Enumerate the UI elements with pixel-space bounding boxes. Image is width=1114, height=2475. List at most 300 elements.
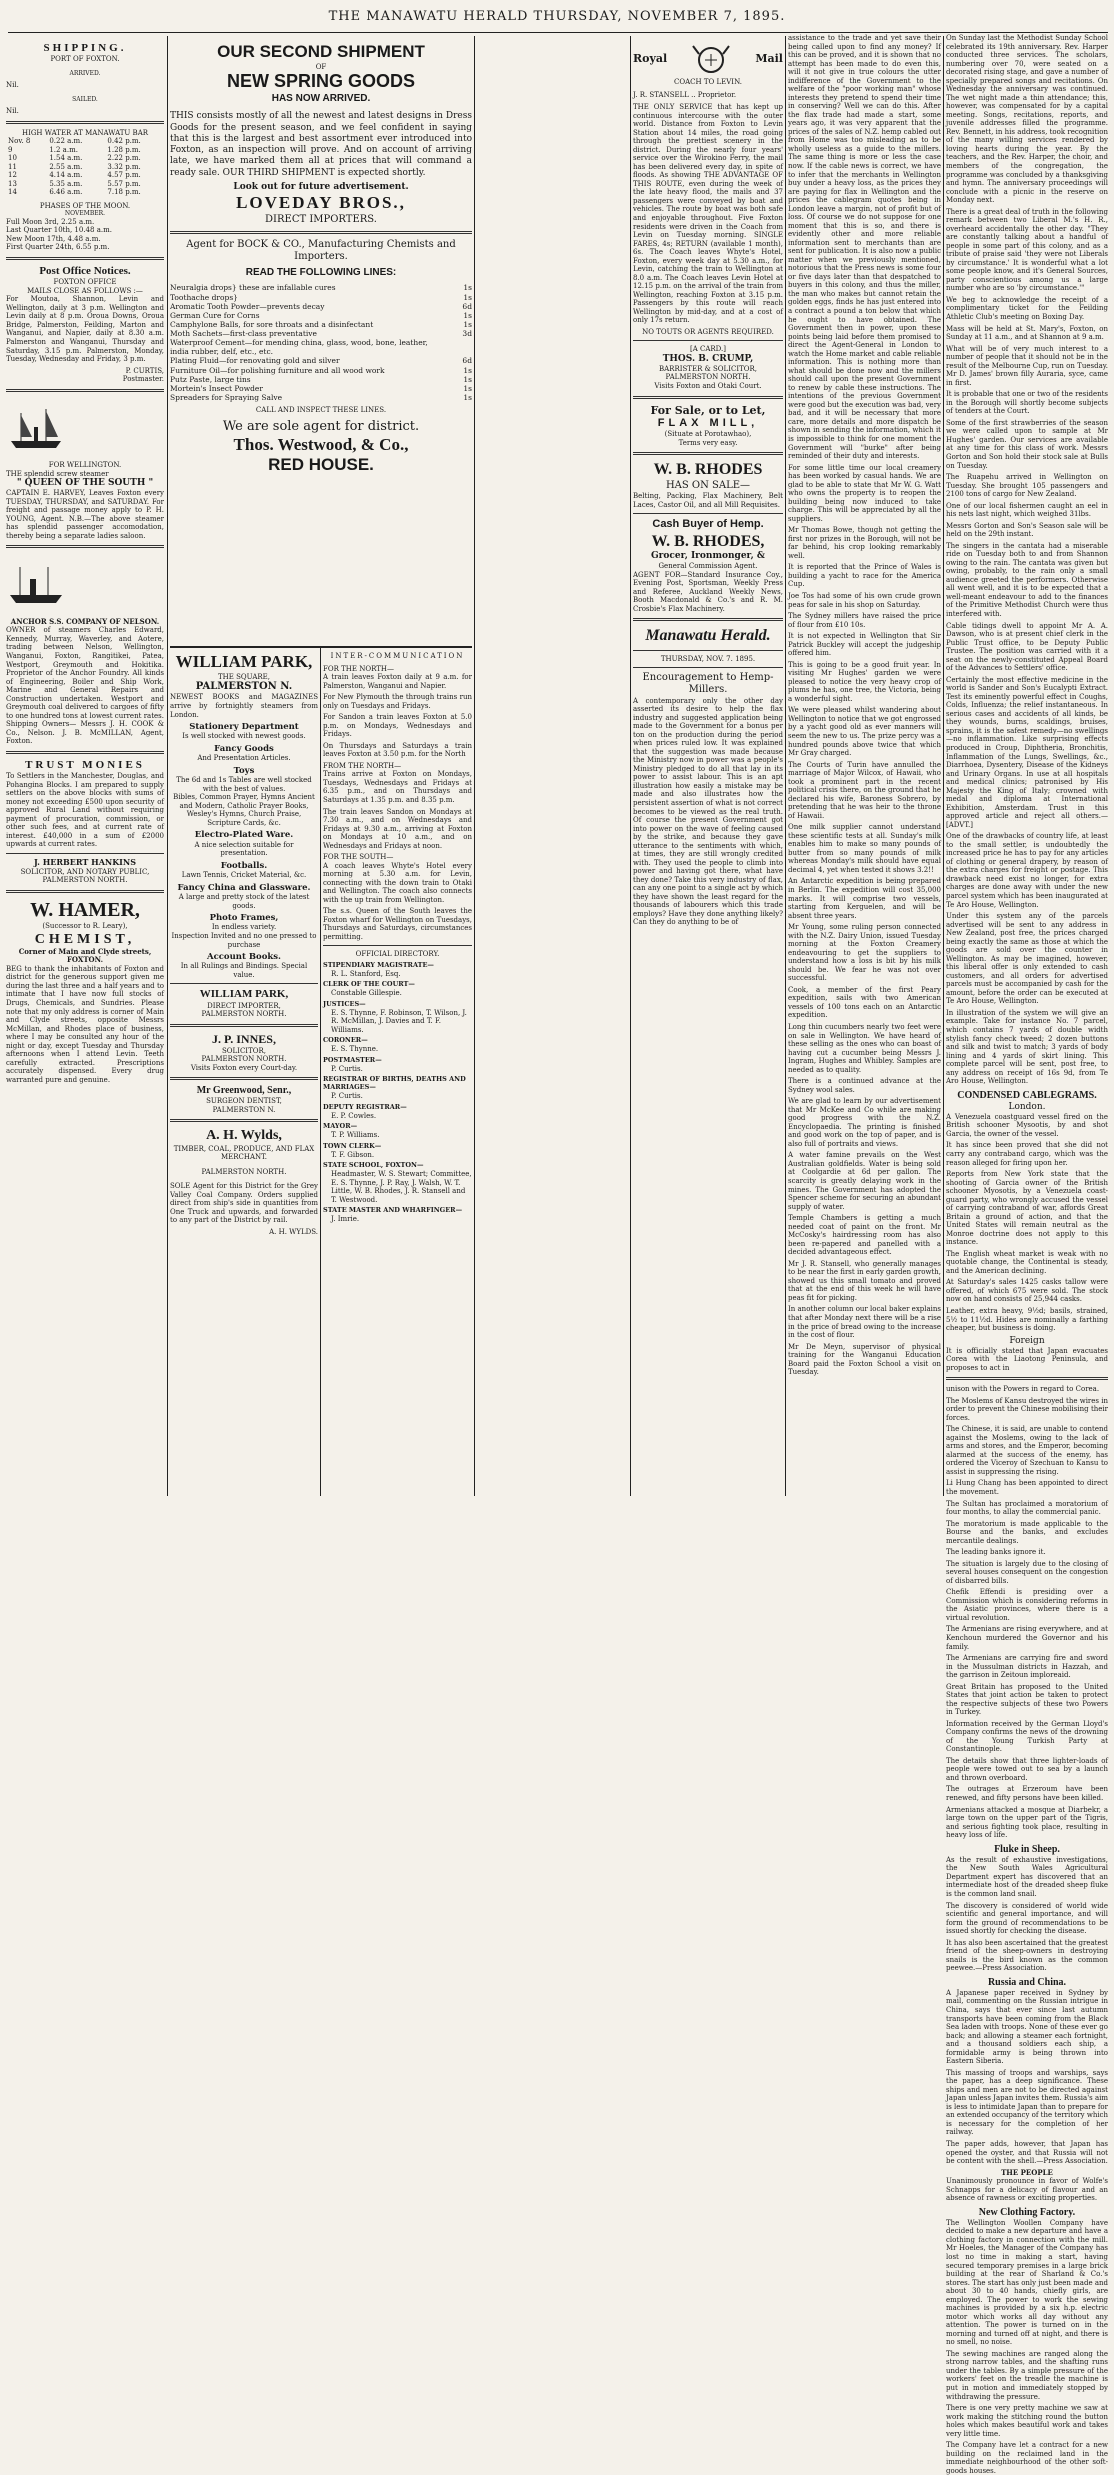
news-paragraph: In illustration of the system we will give an example. Take for instance No. 7 parcel, which contains 7 yards of double width stylish fancy check tweed; 2 dozen buttons and silk and twist to match; 3 yards of body lining and 4 yards of skirt lining. This complete parcel will be sent, post free, to any address on receipt of 16s 9d, from Te Aro House, Wellington.	[946, 1008, 1108, 1086]
news-paragraph: Mass will be held at St. Mary's, Foxton, on Sunday at 11 a.m., and at Shannon at 9 a.m.	[946, 324, 1108, 342]
tide-cell: 4.14 a.m.	[49, 171, 83, 180]
south-services	[323, 862, 472, 942]
service-item: On Thursdays and Saturdays a train leaves Foxton at 3.50 p.m. for the North	[323, 741, 472, 759]
arrived-value: Nil.	[6, 81, 19, 90]
news-paragraph: A Japanese paper received in Sydney by mail, commenting on the Russian intrigue in China, says that ever since last autumn transports have been coming from the Black Sea laden with troops. None of these ever go back; and allowing a steamer each fortnight, and a thousand soldiers each ship, a formidable army is being thrown into Eastern Siberia.	[946, 1988, 1108, 2066]
official-holder: R. L. Stanford, Esq.	[331, 969, 401, 978]
trust-text: To Settlers in the Manchester, Douglas, and Pohangina Blocks. I am prepared to supply settlers on the above blocks with sums of money not exceeding £500 upon security of approved Rural Land without requiring payment of procuration, commission, or other such fees, and at current rate of interest. £40,000 in a sum of £2000 upwards at current rates.	[6, 772, 164, 849]
postmaster-name: P. CURTIS,	[125, 366, 164, 375]
news-paragraph: The Armenians are carrying fire and sword in the Mussulman districts in Hazzah, and the garrison in Zeitoun imploreaid.	[946, 1654, 1108, 1680]
news-paragraph: It is officially stated that Japan evacuates Corea with the Liaotong Peninsula, and proposes to act in	[946, 1346, 1108, 1372]
news-paragraph: The Courts of Turin have annulled the marriage of Major Wilcox, of Hawaii, who took a prominent part in the recent political crisis there, on the ground that he declared his wife, Baroness Sobrero, by pretending that he was heir to the throne of Hawaii.	[788, 760, 941, 820]
rhodes-role-2: General Commission Agent.	[658, 562, 758, 571]
chemist-heading: CHEMIST,	[34, 931, 136, 947]
price-value: 1s	[463, 310, 472, 320]
hamer-name: W. HAMER,	[30, 898, 140, 921]
service-item: The s.s. Queen of the South leaves the Foxton wharf for Wellington on Tuesdays, Thursdays and Saturdays, circumstances permitting.	[323, 907, 472, 941]
news-paragraph: We are glad to learn by our advertisement that Mr McKee and Co while are making good progress with the N.Z. Encyclopaedia. The printing is finished and good work on the top of paper, and is also full of portraits and views.	[788, 1097, 941, 1148]
news-paragraph: Joe Tos had some of his own crude grown peas for sale in his shop on Saturday.	[788, 592, 941, 609]
westwood-firm: Thos. Westwood, & Co.,	[233, 434, 409, 454]
price-item: Plating Fluid—for renovating gold and silver	[170, 356, 340, 366]
news-paragraph: It is not expected in Wellington that Sir Patrick Buckley will accept the judgeship offered him.	[788, 632, 941, 658]
price-value: 1s	[463, 393, 472, 403]
official-holder: J. Imrie.	[331, 1215, 360, 1224]
column-directory	[323, 652, 472, 1497]
rhodes-items: Belting, Packing, Flax Machinery, Belt Laces, Castor Oil, and all Mill Requisites.	[633, 492, 783, 509]
park-section-text: Inspection Invited and no one pressed to purchase	[171, 932, 317, 949]
tide-cell: 1.54 a.m.	[49, 154, 83, 163]
official-office: CLERK OF THE COURT—	[323, 980, 415, 989]
news-paragraph: It is reported that the Prince of Wales is building a yacht to race for the America Cup.	[788, 563, 941, 589]
news-paragraph: Under this system any of the parcels advertised will be sent to any address in New Zealand, post free, the prices charged being exactly the same as those at which the goods are sold over the counter in Wellington. As may be imagined, however, this liberal offer is only extended to cash customers, and all orders for advertised parcels must be accompanied by cash for the amount, before the order can be executed at Te Aro House, Wellington.	[946, 912, 1108, 1006]
news-paragraph: Some of the first strawberries of the season we were called upon to sample at Mr Hughes' garden. Our services are available at any time for this class of work. Messrs Gorton and Son hold their stock sale at Bulls on Tuesday.	[946, 418, 1108, 470]
news-paragraph: The details show that three lighter-loads of people were towed out to sea by a launch and thrown overboard.	[946, 1756, 1108, 1782]
greenwood-role: SURGEON DENTIST,	[206, 1097, 282, 1106]
shipment-heading: OUR SECOND SHIPMENT	[217, 42, 425, 61]
news-paragraph: An Antarctic expedition is being prepared in Berlin. The expedition will cost 35,000 marks. It will comprise two vessels, starting from Kerguelen, and will be absent three years.	[788, 877, 941, 920]
post-office-heading: Post Office Notices.	[39, 264, 131, 277]
column-park	[170, 652, 318, 1497]
price-row	[170, 366, 472, 375]
ship-name: " QUEEN OF THE SOUTH "	[16, 478, 154, 489]
park-name: WILLIAM PARK,	[175, 652, 313, 671]
news-paragraph: At Saturday's sales 1425 casks tallow were offered, of which 675 were sold. The stock now on hand consists of 25,944 casks.	[946, 1278, 1108, 1304]
tide-cell: Nov. 8	[8, 137, 31, 146]
tide-row	[6, 180, 164, 189]
price-value: 6d	[462, 356, 472, 366]
column-advertisements	[170, 34, 472, 646]
official-office: JUSTICES—	[323, 999, 366, 1008]
sale-terms: Terms very easy.	[678, 438, 738, 447]
official-office: MAYOR—	[323, 1122, 358, 1131]
news-paragraph: A Venezuela coastguard vessel fired on the British schooner Mysootis, by and shot Garcia, the owner of the vessel.	[946, 1112, 1108, 1138]
herald-title: Manawatu Herald.	[645, 627, 771, 645]
masthead-rule	[8, 32, 1108, 33]
price-value: 3d	[462, 329, 472, 339]
shipment-text: THIS consists mostly of all the newest and latest designs in Dress Goods for the present season, and we feel confident in saying that this is the largest and best assortment ever introduced into Foxton, as an inspection will prove. And on account of arriving late, we have marked them all at prices that will command a ready sale. OUR THIRD SHIPMENT is expected shortly.	[170, 111, 472, 178]
news-paragraph: The Sydney millers have raised the price of flour from £10 10s.	[788, 612, 941, 629]
news-paragraph: The Ruapehu arrived in Wellington on Tuesday. She brought 105 passengers and 2100 tons of cargo for New Zealand.	[946, 473, 1108, 499]
inter-heading: INTER-COMMUNICATION	[330, 652, 465, 660]
park-section-title: Account Books.	[206, 952, 282, 963]
park-town: PALMERSTON N.	[195, 681, 293, 693]
news-paragraph: It is probable that one or two of the residents in the Borough will shortly become subjects of tenders at the Court.	[946, 390, 1108, 416]
coach-text: THE ONLY SERVICE that has kept up continuous intercourse with the outer world. Distance from Foxton to Levin Station about 14 miles, the road going through the prettiest scenery in the district. During the nearly four years' service over the Wirokino Ferry, the mail has been delivered every day, in spite of floods. As showing THE ADVANTAGE OF THIS ROUTE, even during the week of the late heavy flood, the mails and 37 passengers were conveyed by boat and vehicles. The route by boat was both safe and enjoyable throughout. Five Foxton residents were driven in the Coach from Levin on Tuesday morning. SINGLE FARES, 4s; RETURN (available 1 month), 6s. The Coach leaves Whyte's Hotel, Foxton, every week day at 5.30 a.m., for Levin, catching the train to Wellington at 8.0 a.m. The Coach leaves Levin Hotel at 12.15 p.m. on the arrival of the train from Wellington, reaching Foxton at 3.15 p.m. Passengers by this route will reach Wellington by mid-day, and at a cost of only 17s return.	[633, 103, 783, 325]
section-rule	[946, 1377, 1108, 1380]
news-paragraph: Li Hung Chang has been appointed to direct the movement.	[946, 1479, 1108, 1496]
hamer-successor: (Successor to R. Leary),	[42, 922, 128, 931]
official-holder: T. F. Gibson.	[331, 1150, 375, 1159]
steamer-icon	[6, 403, 66, 453]
price-item: Moth Sachets—first-class preventative	[170, 329, 317, 339]
sale-location: (Situate at Porotawhao),	[664, 430, 752, 439]
arrived-label: ARRIVED.	[69, 69, 101, 77]
tide-cell: 5.35 a.m.	[49, 179, 83, 188]
sole-agent-line: We are sole agent for district.	[222, 418, 420, 434]
news-paragraph: What will be of very much interest to a number of people that it should not be in the result of the Melbourne Cup, run on Tuesday. Mr D. James' brown filly Auraria, syce, came in first.	[946, 344, 1108, 387]
rhodes-heading: W. B. RHODES	[653, 461, 763, 479]
tide-row	[6, 137, 164, 146]
section-heading: Russia and China.	[987, 1976, 1067, 1988]
north-services	[323, 673, 472, 759]
park-section-title: Stationery Department	[189, 722, 299, 733]
column-rule	[320, 646, 321, 1496]
official-holder: Headmaster, W. S. Stewart; Committee, E. S. Thynne, J. P. Ray, J. Walsh, W. T. Little, W. B. Rhodes, J. R. Stansell and T. Westwood.	[331, 1169, 472, 1204]
price-item: Aromatic Tooth Powder—prevents decay	[170, 301, 325, 311]
royal-label: Royal	[633, 52, 668, 66]
tide-cell: 13	[8, 179, 17, 188]
news-paragraph: One milk supplier cannot understand these scientific tests at all. Sunday's milk enables him to make so many pounds of butter from so many pounds of milk whereas Monday's milk should have equal decimal 4, yet when tested it shows 3.2!!	[788, 823, 941, 874]
hamer-address: Corner of Main and Clyde streets, FOXTON.	[18, 946, 152, 965]
anchor-company-steamer-icon	[6, 559, 66, 609]
moon-phase-line: New Moon 17th, 4.48 a.m.	[6, 234, 101, 243]
service-item: A train leaves Foxton daily at 9 a.m. for Palmerston, Wanganui and Napier.	[323, 673, 472, 690]
tide-cell: 6.46 a.m.	[49, 188, 83, 197]
masthead: THE MANAWATU HERALD THURSDAY, NOVEMBER 7, 1895.	[328, 9, 786, 24]
hankins-name: J. HERBERT HANKINS	[33, 857, 136, 867]
from-north-services	[323, 770, 472, 850]
section-rule	[170, 646, 472, 648]
official-office: STATE SCHOOL, FOXTON—	[323, 1161, 424, 1170]
tide-cell: 5.57 p.m.	[107, 179, 141, 188]
park-text: NEWEST BOOKS and MAGAZINES arrive by fortnightly steamers from London.	[170, 693, 318, 719]
news-paragraph: It has also been ascertained that the greatest friend of the sheep-owners in destroying snails is the bird known as the common peewee.—Press Association.	[946, 1938, 1108, 1973]
tide-cell: 9	[8, 145, 13, 154]
official-holder: E. S. Thynne, F. Robinson, T. Wilson, J. R. McMillan, J. Davies and T. F. Williams.	[331, 1008, 467, 1034]
sale-heading: For Sale, or to Let,	[650, 403, 766, 417]
moon-phases	[6, 218, 164, 252]
rhodes-role: Grocer, Ironmonger, &	[650, 551, 766, 562]
park-section-title: Electro-Plated Ware.	[194, 830, 294, 841]
park-section-text: The 6d and 1s Tables are well stocked with the best of values.	[176, 776, 312, 793]
park-section-title: Photo Frames,	[209, 913, 279, 924]
park-sections	[170, 722, 318, 979]
news-paragraph: As the result of exhaustive investigations, the New South Wales Agricultural Department expert has discovered that an intermediate host of the dreaded sheep fluke is the common land snail.	[946, 1855, 1108, 1898]
leader-heading: Encouragement to Hemp-Millers.	[642, 672, 774, 696]
tide-cell: 3.32 p.m.	[107, 162, 141, 171]
port-heading: PORT OF FOXTON.	[50, 55, 120, 64]
service-item: Trains arrive at Foxton on Mondays, Tuesdays, Wednesdays and Fridays at 6.35 p.m., and on Thursdays and Saturdays at 1.35 p.m. and 8.35 p.m.	[323, 770, 472, 804]
moon-phase-line: Full Moon 3rd, 2.25 a.m.	[6, 217, 95, 226]
park2-name: WILLIAM PARK,	[199, 988, 289, 1001]
read-lines-heading: READ THE FOLLOWING LINES:	[245, 267, 397, 279]
park-section-text: A nice selection suitable for presentation.	[194, 840, 294, 858]
wylds-town: PALMERSTON NORTH.	[201, 1167, 287, 1176]
news-paragraph: There is one very pretty machine we saw at work making the stitching round the button holes which makes beautiful work and takes very little time.	[946, 2404, 1108, 2438]
wellington-the: THE splendid screw steamer	[6, 469, 109, 478]
park-square: THE SQUARE,	[218, 672, 270, 681]
post-office-sub: FOXTON OFFICE	[53, 278, 117, 287]
service-item: The train leaves Sandon on Mondays at 7.30 a.m., and on Wednesdays and Fridays at 9.30 a.m., arriving at Foxton on Mondays at 10 a.m., and on Wednesdays and Fridays at noon.	[323, 807, 472, 850]
price-value: 6d	[462, 301, 472, 311]
crump-name: THOS. B. CRUMP,	[662, 353, 754, 364]
tide-cell: 14	[8, 188, 17, 197]
tide-cell: 11	[8, 162, 17, 171]
price-row	[170, 320, 472, 329]
news-paragraph: On Sunday last the Methodist Sunday School celebrated its 19th anniversary. Rev. Harper conducted three services. The scholars, numbering over 70, were seated on a decorated rising stage, and gave a number of specially prepared songs and recitations. On Wednesday the anniversary was continued. The wet night made a thin attendance; this, however, was compensated for by a capital meeting. Songs, recitations, reports, and juvenile addresses filled the programme. Rev. Bennett, in his address, took recognition of the many willing services rendered by loving hearts during the year. By the teachers, and the Rev. Harper, the choir, and members of the congregation, the programme was concluded by a thanksgiving and hymn. The anniversary proceedings will conclude with a picnic in the reserve on Monday next.	[946, 34, 1108, 205]
rhodes-sale: HAS ON SALE—	[665, 479, 751, 491]
park-section-text: In endless variety.	[211, 923, 277, 932]
tide-cell: 0.42 p.m.	[107, 137, 141, 146]
column-rule	[474, 36, 475, 1496]
official-holder: E. P. Cowles.	[331, 1111, 377, 1120]
shipping-heading: SHIPPING.	[43, 42, 127, 54]
cablegrams-heading: CONDENSED CABLEGRAMS.	[957, 1089, 1097, 1101]
price-value: 1s	[463, 374, 472, 384]
tide-row	[6, 171, 164, 180]
price-value: 1s	[463, 365, 472, 375]
herald-date: THURSDAY, NOV. 7. 1895.	[660, 654, 756, 663]
park-section-text: Lawn Tennis, Cricket Material, &c.	[181, 871, 307, 880]
park-section-title: Fancy Goods	[214, 743, 274, 754]
anchor-text: OWNER of steamers Charles Edward, Kennedy, Murray, Waverley, and Aotere, trading between Nelson, Wellington, Wanganui, Foxton, Rangitikei, Patea, Westport, Greymouth and Hokitika. Proprietor of the Anchor Foundry. All kinds of Engineering, Boiler and Ship Work, Marine and General Repairs and Construction undertaken. Westport and Greymouth coal delivered to cargoes of fifty to one hundred tons at lowest current rates. Shipping Owners— Messrs J. H. COOK & Co., Nelson. J. B. McMILLAN, Agent, Foxton.	[6, 626, 164, 746]
wylds-role: TIMBER, COAL, PRODUCE, AND FLAX MERCHANT.	[173, 1144, 315, 1162]
park-section-text: And Presentation Articles.	[197, 754, 291, 763]
price-item: Mortein's Insect Powder	[170, 383, 263, 393]
no-touts: NO TOUTS OR AGENTS REQUIRED.	[642, 327, 774, 336]
official-directory	[323, 962, 472, 1224]
sailed-label: SAILED.	[72, 95, 98, 103]
innes-name: J. P. INNES,	[212, 1031, 276, 1046]
people-heading: THE PEOPLE	[1001, 2167, 1053, 2177]
news-paragraph: Certainly the most effective medicine in the world is Sander and Son's Eucalypti Extract. Test its eminently powerful effect in Coughs, Colds, Influenza; the relief instantaneous. In serious cases and accidents of all kinds, be they wounds, burns, scaldings, bruises, sprains, it is the safest remedy—no swellings—no inflammation. Like surprising effects produced in Croup, Diphtheria, Bronchitis, Inflammation of the Lungs, Swellings, &c., Diarrhoea, Dysentery, Disease of the Kidneys and Urinary Organs. In use at all hospitals and medical clinics; patronised by His Majesty the King of Italy; crowned with medal and diploma at International Exhibition, Amsterdam. Trust in this approved article and reject all others.—[ADVT.]	[946, 675, 1108, 829]
high-water-heading: HIGH WATER AT MANAWATU BAR	[21, 128, 149, 137]
news-paragraph: Leather, extra heavy, 9½d; basils, strained, 5½ to 11½d. Hides are nominally a farthing cheaper, but business is doing.	[946, 1307, 1108, 1333]
mails-close: MAILS CLOSE AS FOLLOWS :—	[27, 286, 143, 295]
trust-monies-heading: TRUST MONIES	[25, 758, 145, 771]
news-paragraph: The moratorium is made applicable to the Bourse and the banks, and excludes mercantile dealings.	[946, 1519, 1108, 1545]
price-item: Toothache drops}	[170, 292, 238, 302]
news-paragraph: assistance to the trade and yet save their being called upon to find any money? If this can be proved, and it is shown that no attempt has been made to do even this, will it not give in true colours the utter indifference of the Government to the welfare of the "poor working man" whose interests they pretend to spend their time in conserving? Well we can do this. After the flax trade had made a start, some years ago, it was very apparent that the prices of the sales of N.Z. hemp cabled out from Home was too misleading as to be wholly useless as a guide to the millers. The same thing is more or less the case now. If the cable news is correct, we have to infer that the merchants in Wellington buy under a heavy loss, as the prices they are paying for flax in Wellington and the prices the cablegram quotes being in London leave a margin, not of profit but of loss. Of course we do not suppose for one moment that this is so, and there is evidently other and more reliable information sent to merchants than are sent for publication. It is also now a public matter when we previously mentioned, notorious that the Press news is some four or five days later than that despatched to buyers in this colony, and thus the miller, the man who makes but cannot retain the golden eggs, finds he has just entered into a contract a pound a ton below that which he ought to have obtained. The Government then in power, upon these points being laid before them promised to direct the Agent-General in London to watch the Home market and cable reliable information. This is nothing more than what should be done now and the millers should call upon the present Government to renew by cable these instructions. The intentions of the previous Government were good but the execution was bad, very bad, and it will be necessary that more care, more details and more dispatch be shown in sending the information, which it is impossible to think for one moment the Government will "burke" after being reminded of their duty and interests.	[788, 34, 941, 461]
news-paragraph: There is a continued advance at the Sydney wool sales.	[788, 1077, 941, 1094]
hamer-text: BEG to thank the inhabitants of Foxton and district for the generous support given me during the last three and a half years and to intimate that I have now full stocks of Drugs, Chemicals, and Sundries. Please note that my only address is corner of Main and Clyde streets, opposite Messrs McMillan, and Rhodes place of business, where I may be consulted any hour of the night or day, except Tuesday and Thursday afternoons when I attend Levin. Teeth carefully extracted. Prescriptions accurately dispensed. Every drug warranted pure and genuine.	[6, 964, 164, 1084]
moon-phase-line: Last Quarter 10th, 10.48 a.m.	[6, 226, 112, 235]
crump-visit: Visits Foxton and Otaki Court.	[654, 381, 762, 390]
news-paragraph: The situation is largely due to the closing of several houses consequent on the congestion of disbarred bills.	[946, 1559, 1108, 1585]
for-south: FOR THE SOUTH—	[323, 853, 394, 862]
greenwood-name: Mr Greenwood, Senr.,	[196, 1085, 292, 1097]
column-rule	[943, 36, 944, 1496]
stansell-line: J. R. STANSELL .. Proprietor.	[633, 90, 737, 99]
official-office: STATE MASTER AND WHARFINGER—	[323, 1206, 463, 1215]
news-paragraph: The Company have let a contract for a new building on the reclaimed land in the immediate neighbourhood of the other soft-goods houses.	[946, 2441, 1108, 2475]
flax-mill: FLAX MILL,	[657, 416, 759, 429]
official-office: POSTMASTER—	[323, 1055, 382, 1064]
price-value	[448, 338, 472, 356]
tide-cell: 2.55 a.m.	[49, 162, 83, 171]
column-coach	[633, 34, 783, 1496]
news-paragraph: The Chinese, it is said, are unable to contend against the Moslems, owing to the lack of arms and stores, and the Emperor, becoming alarmed at the success of the enemy, has ordered the Viceroy of Szechuan to Kansu to assist in suppressing the rising.	[946, 1425, 1108, 1476]
tide-cell: 0.22 a.m.	[49, 137, 83, 146]
section-heading: New Clothing Factory.	[978, 2206, 1076, 2218]
column-rule	[630, 36, 631, 1496]
london-heading: London.	[1008, 1101, 1046, 1112]
post-office-text: For Moutoa, Shannon, Levin and Wellington, daily at 3 p.m. Wellington and Levin daily at 8 p.m. Oroua Downs, Oroua Bridge, Palmerston, Feilding, Marton and Wanganui, and Napier, daily at 8.30 a.m. Palmerston and Wanganui, Thursday and Saturday, 3.15 p.m. Palmerston, Monday, Tuesday, Wednesday and Friday, 3 p.m.	[6, 295, 164, 364]
price-row	[170, 302, 472, 311]
news-paragraph: The paper adds, however, that Japan has opened the oyster, and that Russia will not be content with the shell.—Press Association.	[946, 2139, 1108, 2166]
column-rule	[167, 36, 168, 1496]
news-paragraph: The Moslems of Kansu destroyed the wires in order to prevent the Chinese mobilising their forces.	[946, 1396, 1108, 1422]
news-paragraph: The sewing machines are ranged along the strong narrow tables, and the shafting runs under the tables. By a simple pressure of the workers' feet on the treadle the machine is put in motion and immediately stopped by withdrawing the pressure.	[946, 2349, 1108, 2401]
shipment-of: OF	[315, 62, 327, 71]
park2-importer: DIRECT IMPORTER,	[207, 1001, 281, 1010]
price-row	[170, 329, 472, 338]
news-paragraph: We beg to acknowledge the receipt of a complimentary ticket for the Feilding Athletic Club's meeting on Boxing Day.	[946, 295, 1108, 321]
price-item: Furniture Oil—for polishing furniture and all wood work	[170, 365, 385, 375]
price-item: Camphylone Balls, for sore throats and a disinfectant	[170, 319, 374, 329]
park-section-text: Is well stocked with newest goods.	[182, 732, 306, 741]
wellington-heading: FOR WELLINGTON.	[48, 461, 122, 470]
price-row	[170, 293, 472, 302]
news-paragraph: Armenians attacked a mosque at Diarbekr, a large town on the upper part of the Tigris, and serious fighting took place, resulting in heavy loss of life.	[946, 1805, 1108, 1840]
price-row	[170, 338, 472, 356]
foreign-heading: Foreign	[1009, 1335, 1045, 1346]
moon-heading: PHASES OF THE MOON.	[39, 201, 131, 210]
column-shipping	[6, 34, 164, 1496]
news-paragraph: The Armenians are rising everywhere, and at Kenchoun murdered the Governor and his family.	[946, 1625, 1108, 1651]
tide-row	[6, 163, 164, 172]
news-paragraph: One of the drawbacks of country life, at least to the small settler, is undoubtedly the increased price he has to pay for any articles of clothing or general drapery, by reason of the extra charges for freight or postage. This drawback need exist no longer, for extra charges are done away with under the new parcel system which has been inaugurated at Te Aro House, Wellington.	[946, 832, 1108, 909]
arrived-heading: HAS NOW ARRIVED.	[271, 93, 371, 105]
tide-row	[6, 154, 164, 163]
news-paragraph: Mr De Meyn, supervisor of physical training for the Wanganui Education Board paid the Foxton School a visit on Tuesday.	[788, 1342, 941, 1377]
news-paragraph: The singers in the cantata had a miserable ride on Tuesday both to and from Shannon owing to the rain. The cantata was given but owing, probably, to the rain only a small audience greeted the performers. Otherwise all went well, and it is to be expected that a well-meant endeavour to add to the finances of the Primitive Methodist Church were thus interfered with.	[946, 541, 1108, 618]
wylds-name: A. H. Wylds,	[206, 1128, 282, 1144]
price-value: 1s	[463, 292, 472, 302]
price-item: Neuralgia drops} these are infallable cures	[170, 283, 336, 293]
news-paragraph: Mr J. R. Stansell, who generally manages to be near the first in early garden growth, showed us this small tomato and proved that at the end of this week he will have peas fit for picking.	[788, 1259, 941, 1302]
anchor-heading: ANCHOR S.S. COMPANY OF NELSON.	[10, 616, 160, 626]
service-item: For Sandon a train leaves Foxton at 5.0 p.m. on Mondays, Wednesdays and Fridays.	[323, 713, 472, 739]
official-holder: P. Curtis.	[331, 1092, 363, 1101]
price-item: Spreaders for Spraying Salve	[170, 393, 283, 403]
price-row	[170, 384, 472, 393]
innes-visit: Visits Foxton every Court-day.	[190, 1063, 298, 1072]
news-paragraph: Unanimously pronounce in favor of Wolfe's Schnapps for a delicacy of flavour and an absence of rawness or exciting properties.	[946, 2177, 1108, 2203]
news-paragraph: Messrs Gorton and Son's Season sale will be held on the 29th instant.	[946, 521, 1108, 539]
official-holder: P. Curtis.	[331, 1064, 363, 1073]
crump-town: PALMERSTON NORTH.	[665, 373, 751, 382]
news-paragraph: There is a great deal of truth in the following remark between two Liberal M.'s H. R., overheard accidentally the other day. "They are constantly talking about a handful of people in some part of this colony, and as a tribute of praise said 'they were not Liberals by circumstance.' It is wonderful what a lot some people know, and it's General Sources, party conscientious among us a large number who are so 'by circumstance.'"	[946, 207, 1108, 293]
direct-importers: DIRECT IMPORTERS.	[265, 213, 377, 225]
tide-cell: 12	[8, 171, 17, 180]
park2-town: PALMERSTON NORTH.	[201, 1010, 287, 1019]
sailed-value: Nil.	[6, 107, 19, 116]
news-paragraph: Mr Thomas Bowe, though not getting the first nor prizes in the Borough, will not be far behind, his crop looking remarkably well.	[788, 526, 941, 560]
price-row	[170, 375, 472, 384]
news-paragraph: The Wellington Woollen Company have decided to make a new departure and have a clothing factory in connection with the mill. Mr Hoeles, the Manager of the Company has lost no time in making a start, having secured temporary premises in a large brick building at the rear of Sharland & Co.'s stores. The start has only just been made and about 30 to 40 hands, chiefly girls, are employed. The power to work the sewing machines is provided by a six h.p. electric motor which works all day without any attention. The power is turned on in the morning and turned off at night, and there is no smell, no noise.	[946, 2218, 1108, 2347]
news-paragraph: In another column our local baker explains that after Monday next there will be a rise in the price of bread owing to the increase in the cost of flour.	[788, 1305, 941, 1340]
official-holder: T. P. Williams.	[331, 1131, 380, 1140]
news-paragraph: Cook, a member of the first Peary expedition, sails with two American vessels of 100 tons each on an Antarctic expedition.	[788, 985, 941, 1020]
news-paragraph: Chefik Effendi is presiding over a Commission which is considering reforms in the Asiatic provinces, where there is a virtual revolution.	[946, 1588, 1108, 1622]
red-house: RED HOUSE.	[268, 455, 374, 475]
tide-cell: 4.57 p.m.	[107, 171, 141, 180]
price-row	[170, 283, 472, 292]
tide-cell: 7.18 p.m.	[107, 188, 141, 197]
bock-agent: Agent for BOCK & CO., Manufacturing Chemists and Importers.	[186, 238, 456, 262]
news-paragraph: Reports from New York state that the shooting of Garcia owner of the British schooner Myosotis, by a Venezuela coast-guard party, who wrongly accused the vessel of carrying contraband of war, affords Great Britain a ground of action, and that the United States will remain neutral as the Monroe doctrine does not apply to this instance.	[946, 1170, 1108, 1247]
news-paragraph: Temple Chambers is getting a much needed coat of paint on the front. Mr McCosky's hairdressing room has also been re-papered and panelled with a decided advantageous effect.	[788, 1214, 941, 1257]
park-section-text: A large and pretty stock of the latest goods.	[178, 893, 310, 910]
news-paragraph: Cable tidings dwell to appoint Mr A. A. Dawson, who is at present chief clerk in the Public Trust office, to be Deputy Public Trustee. The position was carried with it a seat on the newly-constituted Appeal Board of the Advances to Settlers' office.	[946, 621, 1108, 673]
service-item: A coach leaves Whyte's Hotel every morning at 5.30 a.m. for Levin, connecting with the down train to Otaki and Wellington. The coach also connects with the up train from Wellington.	[323, 861, 472, 904]
column-rule	[785, 36, 786, 1496]
look-out-line: Look out for future advertisement.	[233, 181, 409, 192]
news-paragraph: For some little time our local creamery has been worked by casual hands. We are glad to be able to state that Mr W. G. Watt who owns the property is to reopen the building being now induced to take charge. This will be appreciated by all the suppliers.	[788, 463, 941, 523]
official-office: REGISTRAR OF BIRTHS, DEATHS AND MARRIAGES—	[323, 1075, 466, 1092]
news-paragraph: The outrages at Erzeroum have been renewed, and fifty persons have been killed.	[946, 1785, 1108, 1802]
news-paragraph: Great Britain has proposed to the United States that joint action be taken to protect the respective subjects of these two Powers in Turkey.	[946, 1682, 1108, 1717]
tide-row	[6, 188, 164, 197]
news-paragraph: The English wheat market is weak with no quotable change, the Continental is steady, and the American declining.	[946, 1249, 1108, 1275]
price-item: Putz Paste, large tins	[170, 374, 251, 384]
price-value: 1s	[463, 283, 472, 293]
price-list	[170, 283, 472, 402]
spring-goods-heading: NEW SPRING GOODS	[226, 71, 415, 92]
mail-label: Mail	[755, 52, 783, 66]
greenwood-town: PALMERSTON N.	[212, 1105, 276, 1114]
price-value: 1s	[463, 383, 472, 393]
innes-role: SOLICITOR,	[222, 1046, 266, 1055]
loveday-bros: LOVEDAY BROS.,	[236, 192, 406, 212]
rhodes-agent: AGENT FOR—Standard Insurance Coy., Evening Post, Sportsman, Weekly Press and Referee, Auckland Weekly News, Booth Macdonald & Co.'s and R. M. Crosbie's Flax Machinery.	[633, 570, 783, 613]
hankins-role: SOLICITOR, AND NOTARY PUBLIC,	[20, 867, 150, 876]
price-item: German Cure for Corns	[170, 310, 260, 320]
innes-town: PALMERSTON NORTH.	[201, 1055, 287, 1064]
tide-cell: 10	[8, 154, 17, 163]
park-section-text: Bibles, Common Prayer, Hymns Ancient and Modern, Catholic Prayer Books, Wesley's Hymns, Church Praise, Scripture Cards, &c.	[173, 793, 315, 827]
news-paragraph: It has since been proved that she did not carry any contraband cargo, which was the reason alleged for firing upon her.	[946, 1141, 1108, 1167]
call-inspect: CALL AND INSPECT THESE LINES.	[255, 406, 387, 415]
moon-subheading: NOVEMBER.	[64, 210, 106, 218]
section-heading: Fluke in Sheep.	[994, 1843, 1060, 1855]
royal-crest-icon	[691, 40, 731, 78]
news-paragraph: We were pleased whilst wandering about Wellington to notice that we got engrossed by a yacht good old as ever manners will seem the new to us. The prize percy was a hundred pounds above twice that which Mr Gray charged.	[788, 706, 941, 758]
moon-phase-line: First Quarter 24th, 6.55 p.m.	[6, 243, 110, 252]
price-row	[170, 356, 472, 365]
tide-cell: 2.22 p.m.	[107, 154, 141, 163]
leader-text: A contemporary only the other day asserted its desire to help the flax industry and suggested application being made to the Government for a bonus per ton on the production during the period when prices ruled low. It was explained that the suggestion was made because the Ministry now in power was a people's Ministry pledged to do all that lay in its power to assist labour. This is an apt illustration how easily a mistake may be made and also illustrates how the persistent assertion of what is not correct becomes to be viewed as the real truth. Of course the present Government got into power on the wave of feeling caused by the strike, and because they gave utterance to the sentiments with which, at times, they are still wrongly credited with. They used the people to climb into power and having got there, what have they done? Take this very industry of flax, can any one point to a single act by which they have shown the least regard for the thousands of labourers which this trade employs? Have they done anything likely? Can they do anything to be of	[633, 696, 783, 927]
crump-role: BARRISTER & SOLICITOR,	[658, 364, 757, 373]
park-section-title: Footballs.	[220, 860, 268, 871]
wylds-text: SOLE Agent for this District for the Grey Valley Coal Company. Orders supplied direct from ship's side in quantities from One Truck and upwards, and forwarded to any part of the District by rail.	[170, 1182, 318, 1225]
from-north: FROM THE NORTH—	[323, 761, 402, 770]
park-section-title: Toys	[233, 765, 255, 776]
hankins-town: PALMERSTON NORTH.	[42, 876, 128, 885]
tide-table	[6, 137, 164, 197]
official-office: DEPUTY REGISTRAR—	[323, 1102, 407, 1111]
price-row	[170, 311, 472, 320]
official-holder: Constable Gillespie.	[331, 989, 402, 998]
news-paragraph: One of our local fishermen caught an eel in his nets last night, which weighed 31lbs.	[946, 501, 1108, 519]
price-row	[170, 393, 472, 402]
official-office: CORONER—	[323, 1036, 368, 1045]
tide-row	[6, 146, 164, 155]
official-office: TOWN CLERK—	[323, 1141, 382, 1150]
official-heading: OFFICIAL DIRECTORY.	[355, 950, 440, 959]
official-office: STIPENDIARY MAGISTRATE—	[323, 961, 434, 969]
wylds-sign: A. H. WYLDS.	[269, 1227, 318, 1236]
news-paragraph: unison with the Powers in regard to Corea.	[946, 1385, 1100, 1394]
news-paragraph: The leading banks ignore it.	[946, 1548, 1046, 1557]
wellington-text: CAPTAIN E. HARVEY, Leaves Foxton every TUESDAY, THURSDAY, and SATURDAY. For freight and passage money apply to P. H. YOUNG, Agent. N.B.—The above steamer has splendid passenger accomodation, thereby being a separate ladies saloon.	[6, 489, 164, 540]
tide-cell: 1.28 p.m.	[107, 145, 141, 154]
news-paragraph: Long thin cucumbers nearly two feet were on sale in Wellington. We have heard of these selling as the ones who can boast of having cut a cucumber being Messrs J. Ingram, Hughes and Whibley. Samples are needed as to quality.	[788, 1022, 941, 1074]
news-paragraph: A water famine prevails on the West Australian goldfields. Water is being sold at Coolgardie at 6d per gallon. The scarcity is greatly delaying work in the mines. The Government has adopted the Spencer scheme for securing an abundant supply of water.	[788, 1151, 941, 1211]
news-paragraph: The discovery is considered of world wide scientific and general importance, and will form the ground of recommendations to be issued shortly for checking the disease.	[946, 1901, 1108, 1936]
official-holder: E. S. Thynne.	[331, 1045, 379, 1054]
